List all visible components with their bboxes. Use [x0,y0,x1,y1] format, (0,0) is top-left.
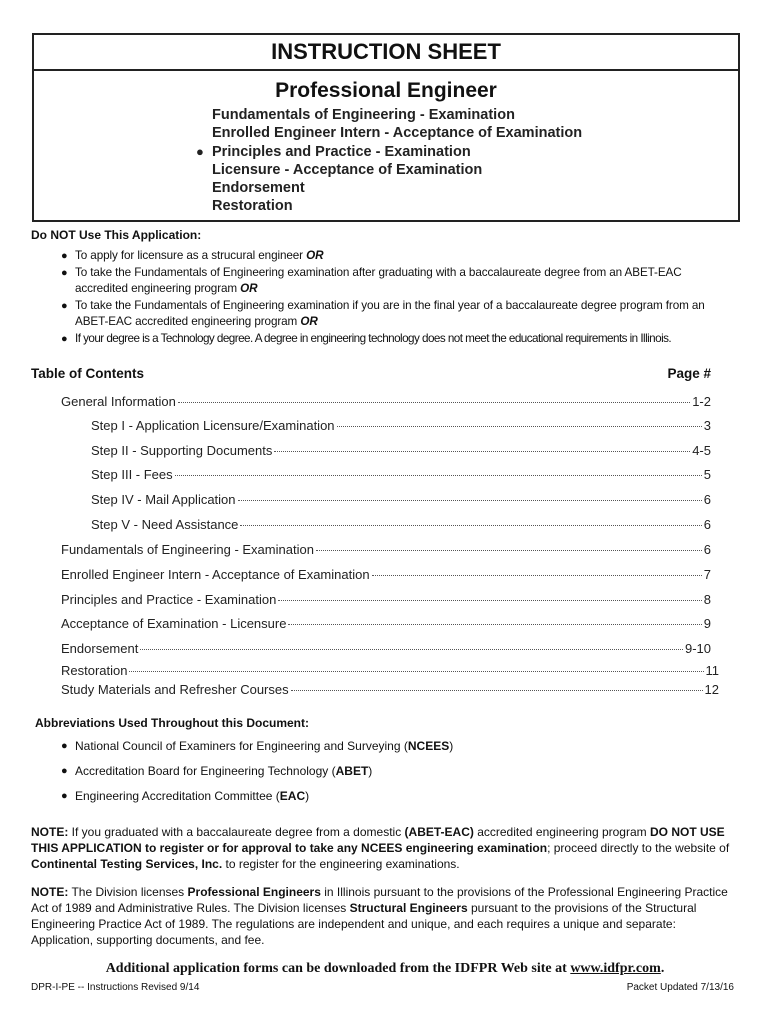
footer-download-notice: Additional application forms can be downloaded from the IDFPR Web site at www.idfpr.com. [105,961,665,976]
list-item: ● Accreditation Board for Engineering Technology (ABET) [61,763,453,788]
leader-dots [129,671,703,672]
toc-entry [61,682,719,697]
toc-entry-title: Acceptance of Examination - Licensure [61,616,287,631]
list-item: ● To take the Fundamentals of Engineering examination if you are in the final year of a baccalaureate degree program from an ABET-EAC accredited engineering program OR [61,298,726,331]
toc-entry-title: Step II - Supporting Documents [91,443,273,458]
packet-updated: Packet Updated 7/13/16 [626,982,734,993]
toc-entry-page: 11 [705,663,719,678]
toc-entry-page: 6 [703,542,711,557]
toc-entry-title: Enrolled Engineer Intern - Acceptance of Examination [61,567,370,582]
leader-dots [316,550,702,551]
exam-type-list [212,106,582,216]
toc-entry-page: 6 [703,492,711,507]
note-ncees-registration: NOTE: If you graduated with a baccalaureate degree from a domestic (ABET-EAC) accredited engineering program DO NOT USE THIS APPLICATION to register or for approval to take any NCEES engineering examination; proceed directly to the website of Continental Testing Services, Inc. to register for the engineering examinations. [31,825,730,871]
leader-dots [238,500,702,501]
toc-entry [61,641,711,656]
toc-entry [61,592,711,607]
toc-heading: Table of Contents [31,366,144,381]
exam-type-item: Licensure - Acceptance of Examination [212,161,483,178]
leader-dots [274,451,690,452]
toc-entry-title: Step IV - Mail Application [91,492,236,507]
do-not-use-heading: Do NOT Use This Application: [31,228,202,242]
toc-entry-title: Step V - Need Assistance [91,517,239,532]
do-not-use-list [61,248,726,347]
toc-entry [61,394,711,409]
form-id: DPR-I-PE -- Instructions Revised 9/14 [31,982,200,993]
toc-header [31,366,711,384]
leader-dots [178,402,690,403]
toc-entry-title: General Information [61,394,176,409]
list-item: ● If your degree is a Technology degree. A degree in engineering technology does not meet the educational requirements in Illinois. [61,331,726,348]
toc-entry-title: Principles and Practice - Examination [61,592,277,607]
exam-type-item-selected: ● Principles and Practice - Examination [212,143,582,161]
toc-entry-page: 9-10 [684,641,711,656]
toc-entry-page: 5 [703,467,711,482]
abbreviations-list [61,738,453,813]
leader-dots [291,690,703,691]
leader-dots [372,575,702,576]
instruction-sheet-title: INSTRUCTION SHEET [34,35,738,71]
toc-entry-title: Fundamentals of Engineering - Examination [61,542,314,557]
toc-entry-page: 1-2 [692,394,711,409]
toc-entry [61,567,711,582]
toc-entry-title: Restoration [61,663,128,678]
exam-type-item: Endorsement [212,180,305,197]
idfpr-website-link[interactable]: www.idfpr.com [570,961,661,976]
toc-entry [61,663,719,678]
leader-dots [337,426,702,427]
toc-entry-title: Step III - Fees [91,467,173,482]
leader-dots [175,475,702,476]
toc-entry-page: 7 [703,567,711,582]
toc-entry [61,616,711,631]
leader-dots [278,600,701,601]
toc-entry-page: 8 [703,592,711,607]
toc-entry-page: 3 [703,418,711,433]
profession-title: Professional Engineer [275,79,497,102]
toc-entry [61,542,711,557]
exam-type-item: Fundamentals of Engineering - Examination [212,107,515,123]
exam-type-item: Restoration [212,198,293,215]
toc-page-heading: Page # [667,366,711,381]
toc-entry-title: Study Materials and Refresher Courses [61,682,289,697]
abbreviations-heading: Abbreviations Used Throughout this Document: [35,716,310,730]
toc-entry [91,467,711,482]
exam-type-item: Enrolled Engineer Intern - Acceptance of Examination [212,125,583,142]
toc-entry-page: 9 [703,616,711,631]
list-item: ● National Council of Examiners for Engineering and Surveying (NCEES) [61,738,453,763]
toc-entry [91,443,711,458]
leader-dots [240,525,701,526]
toc-entry-page: 4-5 [692,443,711,458]
toc-entry-page: 6 [703,517,711,532]
toc-entry [91,492,711,507]
list-item: ● To take the Fundamentals of Engineering examination after graduating with a baccalaureate degree from an ABET-EAC accredited engineering program OR [61,265,726,298]
note-division-licenses: NOTE: The Division licenses Professional Engineers in Illinois pursuant to the provisions of the Professional Engineering Practice Act of 1989 and Administrative Rules. The Division licenses Structural Engineers pursuant to the provisions of the Structural Engineering Practice Act of 1989. The regulations are independent and unique, and each requires a unique and separate: Application, supporting documents, and fee. [31,885,728,947]
header-box [32,33,740,222]
toc-entry-title: Endorsement [61,641,139,656]
list-item: ● To apply for licensure as a strucural engineer OR [61,248,726,265]
toc-entry-title: Step I - Application Licensure/Examination [91,418,335,433]
leader-dots [288,624,701,625]
toc-entry [91,418,711,433]
leader-dots [140,649,683,650]
list-item: ● Engineering Accreditation Committee (EAC) [61,788,453,813]
toc-entry [91,517,711,532]
toc-entry-page: 12 [704,682,719,697]
